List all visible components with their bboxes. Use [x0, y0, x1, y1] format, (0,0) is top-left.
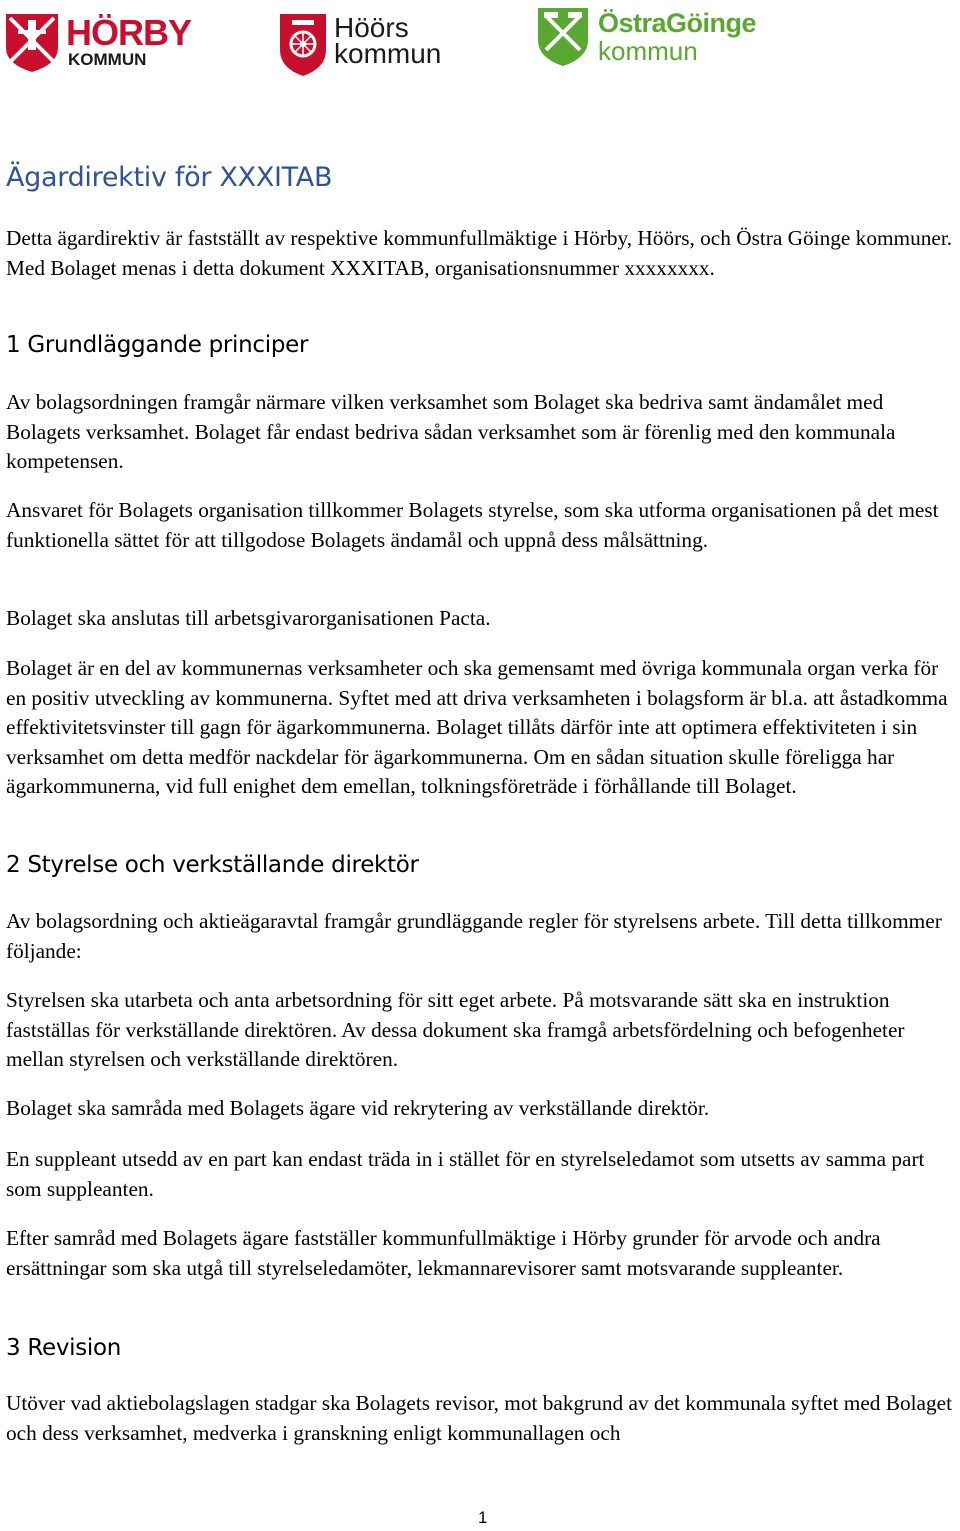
section-2-paragraph-3: Bolaget ska samråda med Bolagets ägare vid rekrytering av verkställande direktör.	[6, 1096, 710, 1120]
section-3-paragraph-1: Utöver vad aktiebolagslagen stadgar ska Bolagets revisor, mot bakgrund av det kommunala syftet med Bolaget och dess verksamhet, medverka i granskning enligt kommunallagen och	[6, 1391, 953, 1445]
section-2-paragraph-5: Efter samråd med Bolagets ägare fastställer kommunfullmäktige i Hörby grunder för arvode och andra ersättningar som ska utgå till styrelseledamöter, lekmannarevisorer samt motsvarande suppleanter.	[6, 1226, 881, 1280]
horby-logo-line1: HÖRBY	[66, 12, 192, 53]
section-2-paragraph-1: Av bolagsordning och aktieägaravtal framgår grundläggande regler för styrelsens arbete. Till detta tillkommer följande:	[6, 909, 942, 963]
ostra-goinge-shield-icon	[536, 6, 590, 68]
horby-logo-line2: KOMMUN	[68, 50, 147, 69]
section-2-paragraph-4: En suppleant utsedd av en part kan endast träda in i stället för en styrelseledamot som utsetts av samma part som suppleanten.	[6, 1147, 925, 1201]
section-1-paragraph-3: Bolaget ska anslutas till arbetsgivarorganisationen Pacta.	[6, 606, 491, 630]
intro-paragraph: Detta ägardirektiv är fastställt av respektive kommunfullmäktige i Hörby, Höörs, och Östra Göinge kommuner. Med Bolaget menas i detta dokument XXXITAB, organisationsnummer xxxxxxxx.	[6, 226, 953, 280]
ostra-goinge-kommun-logo	[536, 6, 786, 80]
section-heading-2: 2 Styrelse och verkställande direktör	[6, 852, 419, 878]
ostra-logo-line2: kommun	[598, 36, 698, 66]
document-title: Ägardirektiv för XXXITAB	[6, 162, 333, 193]
page-number: 1	[478, 1508, 488, 1527]
section-heading-3: 3 Revision	[6, 1335, 122, 1361]
horby-shield-icon	[4, 12, 60, 74]
horby-kommun-logo	[4, 6, 192, 80]
hoors-kommun-logo	[278, 6, 448, 80]
hoor-logo-line1: Höörs	[334, 12, 409, 43]
section-1-paragraph-1: Av bolagsordningen framgår närmare vilken verksamhet som Bolaget ska bedriva samt ändamålet med Bolagets verksamhet. Bolaget får endast bedriva sådan verksamhet som är förenlig med den kommunala kompetensen.	[6, 390, 896, 473]
hoor-logo-line2: kommun	[334, 38, 442, 69]
section-1-paragraph-4: Bolaget är en del av kommunernas verksamheter och ska gemensamt med övriga kommunala organ verka för en positiv utveckling av kommunerna. Syftet med att driva verksamheten i bolagsform är bl.a. att åstadkomma effektivitetsvinster till gagn för ägarkommunerna. Bolaget tillåts därför inte att optimera effektiviteten i sin verksamhet om detta medför nackdelar för ägarkommunerna. Om en sådan situation skulle föreligga har ägarkommunerna, vid full enighet dem emellan, tolkningsföreträde i förhållande till Bolaget.	[6, 656, 948, 798]
section-1-paragraph-2: Ansvaret för Bolagets organisation tillkommer Bolagets styrelse, som ska utforma organisationen på det mest funktionella sättet för att tillgodose Bolagets ändamål och uppnå dess målsättning.	[6, 498, 939, 552]
ostra-logo-line1: ÖstraGöinge	[598, 8, 757, 38]
hoor-shield-icon	[278, 12, 328, 78]
section-heading-1: 1 Grundläggande principer	[6, 332, 309, 358]
section-2-paragraph-2: Styrelsen ska utarbeta och anta arbetsordning för sitt eget arbete. På motsvarande sätt ska en instruktion fastställas för verkställande direktören. Av dessa dokument ska framgå arbetsfördelning och befogenheter mellan styrelsen och verkställande direktören.	[6, 988, 905, 1071]
